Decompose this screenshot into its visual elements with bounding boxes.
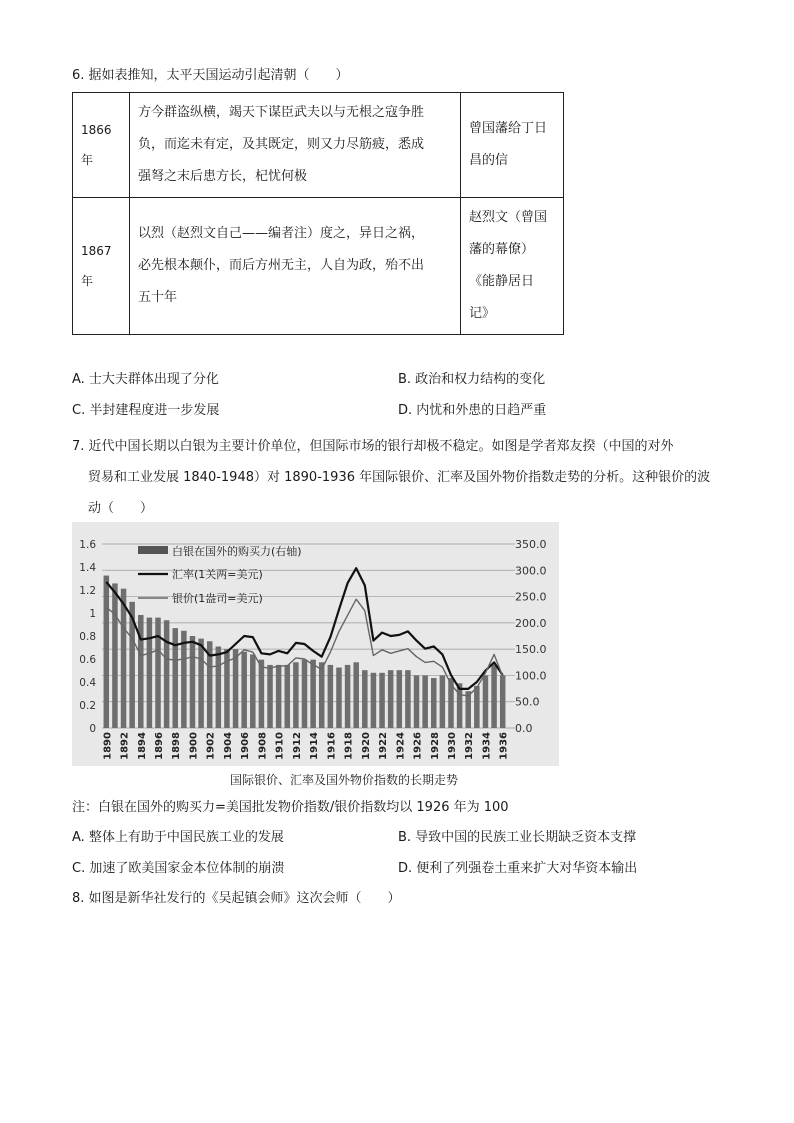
right-tick-label: 0.0 [515,722,533,735]
bar-1892 [121,589,127,728]
left-tick-label: 1 [89,608,96,620]
quote-cell: 以烈（赵烈文自己——编者注）度之，异日之祸， 必先根本颠仆，而后方州无主，人自为政，殆不出 五十年 [130,198,461,335]
bar-1917 [336,668,342,728]
q7-option-c[interactable]: C. 加速了欧美国家金本位体制的崩溃 [72,861,285,876]
bar-1890 [104,576,110,728]
bar-1934 [483,675,489,728]
bar-1900 [190,636,196,728]
x-tick-label: 1930 [446,732,458,760]
q6-stem: 6. 据如表推知，太平天国运动引起清朝（ ） [72,68,349,83]
left-tick-label: 0.2 [79,700,96,712]
x-tick-label: 1912 [291,732,303,760]
legend-label: 银价(1盎司=美元) [172,592,263,605]
left-tick-label: 0.6 [79,654,96,666]
bar-1928 [431,678,437,728]
table-row [73,93,564,198]
bar-1932 [465,691,471,728]
q7-option-d[interactable]: D. 便利了列强卷土重来扩大对华资本输出 [398,861,638,876]
right-tick-label: 300.0 [515,564,547,578]
q6-option-c[interactable]: C. 半封建程度进一步发展 [72,403,220,418]
x-tick-label: 1924 [395,732,407,760]
q6-option-b[interactable]: B. 政治和权力结构的变化 [398,372,546,387]
right-tick-label: 100.0 [515,669,547,683]
right-tick-label: 50.0 [515,695,540,709]
legend-bar-swatch [138,546,168,554]
bar-1891 [112,583,118,728]
x-tick-label: 1908 [257,732,269,760]
bar-1912 [293,662,299,728]
bar-1936 [500,675,506,728]
bar-1914 [310,660,316,728]
x-tick-label: 1890 [102,732,114,760]
left-tick-label: 0.8 [79,631,96,643]
x-tick-label: 1936 [498,732,510,760]
bar-1909 [267,665,273,728]
bar-1906 [241,652,247,728]
left-tick-label: 1.4 [79,562,96,574]
legend-label: 汇率(1关两=美元) [172,568,263,581]
source-cell: 曾国藩给丁日 昌的信 [461,93,564,198]
table-row [73,198,564,335]
q7-stem: 7. 近代中国长期以白银为主要计价单位，但国际市场的银行却极不稳定。如图是学者郑友揆（中国的对外 贸易和工业发展 1840-1948）对 1890-1936 年国际银价、汇率及国外物价指数走势的分析。这种银价的波 动（ ） [72,439,711,516]
bar-1910 [276,665,282,728]
bar-1922 [379,673,385,728]
bar-1896 [155,618,161,728]
x-tick-label: 1914 [309,732,321,760]
bar-1901 [198,639,204,728]
bar-1935 [491,665,497,728]
x-tick-label: 1900 [188,732,200,760]
q7-chart-caption: 国际银价、汇率及国外物价指数的长期走势 [229,773,458,787]
legend-label: 白银在国外的购买力(右轴) [172,545,302,558]
x-tick-label: 1934 [481,732,493,760]
bar-1898 [172,628,178,728]
bar-1929 [440,675,446,728]
right-tick-label: 150.0 [515,643,547,657]
x-tick-label: 1894 [136,732,148,760]
year-cell: 1866 年 [73,93,130,198]
bar-1895 [147,618,153,728]
bar-1916 [328,665,334,728]
x-tick-label: 1922 [378,732,390,760]
x-tick-label: 1926 [412,732,424,760]
q7-chart [72,522,559,766]
right-tick-label: 350.0 [515,538,547,551]
bar-1920 [362,670,368,728]
bar-1927 [422,675,428,728]
year-cell: 1867 年 [73,198,130,335]
bar-1915 [319,662,325,728]
bar-1923 [388,670,394,728]
q6-table [72,92,564,335]
x-tick-label: 1906 [240,732,252,760]
left-tick-label: 1.6 [79,539,96,551]
x-tick-label: 1928 [429,732,441,760]
q7-note: 注：白银在国外的购买力=美国批发物价指数/银价指数均以 1926 年为 100 [72,800,509,815]
bar-1931 [457,683,463,728]
q6-option-d[interactable]: D. 内忧和外患的日趋严重 [398,403,547,418]
left-tick-label: 1.2 [79,585,96,597]
x-tick-label: 1920 [360,732,372,760]
bar-1926 [414,675,420,728]
x-tick-label: 1918 [343,732,355,760]
q6-option-a[interactable]: A. 士大夫群体出现了分化 [72,372,219,387]
chart-left-axis [79,539,96,735]
quote-cell: 方今群盗纵横，竭天下谋臣武夫以与无根之寇争胜 负，而迄未有定，及其既定，则又力尽筋疲，悉成 强弩之末后患方长，杞忧何极 [130,93,461,198]
x-tick-label: 1902 [205,732,217,760]
bar-1908 [259,660,265,728]
right-tick-label: 200.0 [515,616,547,630]
q7-option-a[interactable]: A. 整体上有助于中国民族工业的发展 [72,830,284,845]
bar-1905 [233,649,239,728]
x-tick-label: 1910 [274,732,286,760]
x-tick-label: 1932 [464,732,476,760]
bar-1921 [371,673,377,728]
x-tick-label: 1904 [222,732,234,760]
bar-1933 [474,686,480,728]
x-tick-label: 1916 [326,732,338,760]
source-cell: 赵烈文（曾国 藩的幕僚） 《能静居日 记》 [461,198,564,335]
x-tick-label: 1896 [154,732,166,760]
left-tick-label: 0 [89,723,96,735]
bar-1907 [250,654,256,728]
x-tick-label: 1898 [171,732,183,760]
bar-1913 [302,660,308,728]
bar-1911 [285,665,291,728]
left-tick-label: 0.4 [79,677,96,689]
chart-background [72,522,559,766]
right-tick-label: 250.0 [515,590,547,604]
bar-1897 [164,620,170,728]
bar-1919 [353,662,359,728]
bar-1924 [397,670,403,728]
q7-option-b[interactable]: B. 导致中国的民族工业长期缺乏资本支撑 [398,830,637,845]
x-tick-label: 1892 [119,732,131,760]
bar-1903 [216,647,222,728]
bar-1925 [405,670,411,728]
q8-stem: 8. 如图是新华社发行的《吴起镇会师》这次会师（ ） [72,891,401,906]
bar-1899 [181,631,187,728]
bar-1918 [345,665,351,728]
